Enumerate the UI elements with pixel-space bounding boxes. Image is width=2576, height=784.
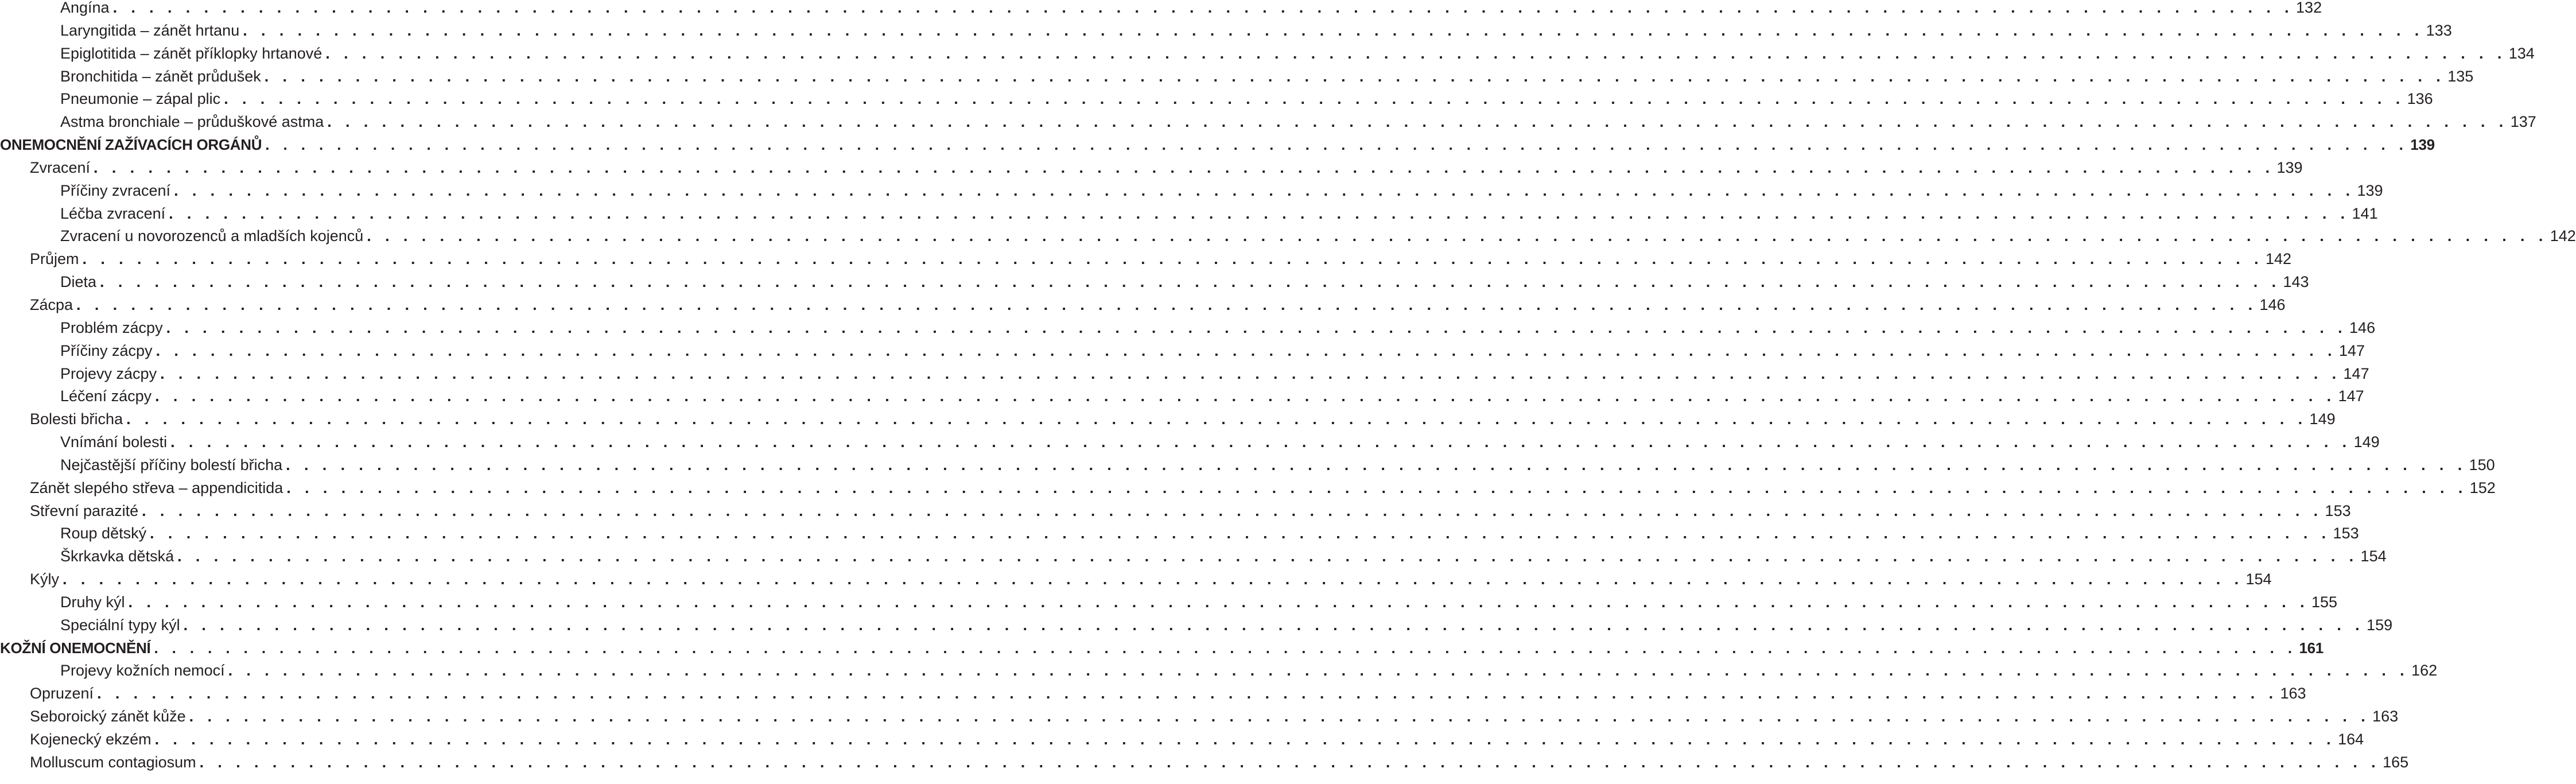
toc-entry-title: Opruzení — [30, 685, 94, 703]
toc-entry-row — [0, 431, 2380, 454]
dot-leader: . . . . . . . . . . . . . . . . . . . . . . . . . . . . . . . . . . . . . . . . . . . . . . . . . . . . . . . . . . . . . . . . . . . . . . . . . . . . . . . . . . . . . . . . . . . . . . . . . . . . . . . . . . . . . . . . . . . . . . . . — [63, 570, 2244, 588]
toc-page-number: 163 — [2372, 708, 2399, 725]
toc-entry-title: Příčiny zácpy — [60, 341, 153, 359]
toc-entry-title: Pneumonie – zápal plic — [60, 90, 221, 108]
toc-entry-row — [0, 248, 2292, 271]
toc-entry-row — [0, 614, 2393, 637]
toc-page-number: 136 — [2407, 90, 2433, 108]
toc-page-number: 153 — [2333, 525, 2359, 542]
toc-chapter-row — [0, 134, 2435, 157]
toc-page-number: 141 — [2352, 204, 2378, 222]
dot-leader: . . . . . . . . . . . . . . . . . . . . . . . . . . . . . . . . . . . . . . . . . . . . . . . . . . . . . . . . . . . . . . . . . . . . . . . . . . . . . . . . . . . . . . . . . . . . . . . . . . . . . . . . . . . . . . . . . . . . . . . . — [224, 90, 2405, 108]
toc-entry-title: Seboroický zánět kůže — [30, 708, 186, 725]
toc-page-number: 159 — [2367, 616, 2393, 634]
toc-entry-title: Zvracení u novorozenců a mladších kojenců — [60, 227, 364, 245]
toc-entry-row — [0, 0, 2322, 20]
toc-entry-row — [0, 500, 2351, 523]
dot-leader: . . . . . . . . . . . . . . . . . . . . . . . . . . . . . . . . . . . . . . . . . . . . . . . . . . . . . . . . . . . . . . . . . . . . . . . . . . . . . . . . . . . . . . . . . . . . . . . . . . . . . . . . . . . . . . . . . . . . . . . . — [199, 753, 2381, 771]
toc-entry-row — [0, 20, 2452, 42]
toc-page-number: 147 — [2338, 387, 2364, 405]
toc-entry-title: Kojenecký ekzém — [30, 731, 151, 748]
toc-entry-title: Speciální typy kýl — [60, 616, 180, 634]
dot-leader: . . . . . . . . . . . . . . . . . . . . . . . . . . . . . . . . . . . . . . . . . . . . . . . . . . . . . . . . . . . . . . . . . . . . . . . . . . . . . . . . . . . . . . . . . . . . . . . . . . . . . . . . . . . . . . . . . . . . . . . . — [325, 44, 2507, 62]
toc-entry-row — [0, 682, 2306, 705]
dot-leader: . . . . . . . . . . . . . . . . . . . . . . . . . . . . . . . . . . . . . . . . . . . . . . . . . . . . . . . . . . . . . . . . . . . . . . . . . . . . . . . . . . . . . . . . . . . . . . . . . . . . . . . . . . . . . . . . . . . . . . . . — [142, 502, 2323, 519]
toc-page-number: 132 — [2296, 0, 2322, 16]
toc-entry-title: Nejčastější příčiny bolestí břicha — [60, 456, 283, 473]
toc-entry-title: Průjem — [30, 250, 79, 268]
toc-entry-title: Laryngitida – zánět hrtanu — [60, 21, 240, 39]
toc-entry-title: Vnímání bolesti — [60, 433, 168, 451]
toc-entry-row — [0, 728, 2364, 751]
toc-entry-row — [0, 225, 2576, 248]
dot-leader: . . . . . . . . . . . . . . . . . . . . . . . . . . . . . . . . . . . . . . . . . . . . . . . . . . . . . . . . . . . . . . . . . . . . . . . . . . . . . . . . . . . . . . . . . . . . . . . . . . . . . . . . . . . . . . . . . . . . . . . . — [150, 525, 2331, 542]
toc-entry-title: Projevy zácpy — [60, 364, 157, 382]
toc-page-number: 150 — [2469, 456, 2495, 473]
toc-entry-row — [0, 568, 2272, 591]
dot-leader: . . . . . . . . . . . . . . . . . . . . . . . . . . . . . . . . . . . . . . . . . . . . . . . . . . . . . . . . . . . . . . . . . . . . . . . . . . . . . . . . . . . . . . . . . . . . . . . . . . . . . . . . . . . . . . . . . . . . . . . . — [160, 364, 2341, 382]
toc-page-number: 137 — [2510, 113, 2536, 131]
toc-entry-row — [0, 157, 2303, 180]
dot-leader: . . . . . . . . . . . . . . . . . . . . . . . . . . . . . . . . . . . . . . . . . . . . . . . . . . . . . . . . . . . . . . . . . . . . . . . . . . . . . . . . . . . . . . . . . . . . . . . . . . . . . . . . . . . . . . . . . . . . . . . . — [154, 639, 2297, 657]
toc-entry-title: ONEMOCNĚNÍ ZAŽÍVACÍCH ORGÁNŮ — [0, 136, 262, 154]
toc-page-number: 163 — [2280, 685, 2306, 703]
toc-page-number: 147 — [2339, 341, 2365, 359]
toc-entry-title: Projevy kožních nemocí — [60, 662, 225, 680]
toc-entry-row — [0, 65, 2474, 88]
toc-entry-title: Střevní parazité — [30, 502, 139, 519]
toc-page-number: 155 — [2311, 593, 2338, 611]
dot-leader: . . . . . . . . . . . . . . . . . . . . . . . . . . . . . . . . . . . . . . . . . . . . . . . . . . . . . . . . . . . . . . . . . . . . . . . . . . . . . . . . . . . . . . . . . . . . . . . . . . . . . . . . . . . . . . . . . . . . . . . . — [189, 708, 2371, 725]
toc-page-number: 143 — [2283, 273, 2309, 291]
toc-page-number: 164 — [2338, 731, 2364, 748]
dot-leader: . . . . . . . . . . . . . . . . . . . . . . . . . . . . . . . . . . . . . . . . . . . . . . . . . . . . . . . . . . . . . . . . . . . . . . . . . . . . . . . . . . . . . . . . . . . . . . . . . . . . . . . . . . . . . . . . . . . . . . . . — [169, 204, 2350, 222]
toc-page-number: 149 — [2309, 410, 2336, 428]
toc-page-number: 134 — [2508, 44, 2535, 62]
toc-page-number: 152 — [2469, 479, 2496, 496]
toc-entry-title: Zvracení — [30, 158, 91, 176]
toc-page-number: 165 — [2383, 753, 2409, 771]
toc-entry-title: Problém zácpy — [60, 319, 163, 336]
toc-entry-title: KOŽNÍ ONEMOCNĚNÍ — [0, 639, 151, 657]
dot-leader: . . . . . . . . . . . . . . . . . . . . . . . . . . . . . . . . . . . . . . . . . . . . . . . . . . . . . . . . . . . . . . . . . . . . . . . . . . . . . . . . . . . . . . . . . . . . . . . . . . . . . . . . . . . . . . . . . . . . . . . . — [286, 456, 2467, 473]
toc-entry-row — [0, 522, 2359, 545]
dot-leader: . . . . . . . . . . . . . . . . . . . . . . . . . . . . . . . . . . . . . . . . . . . . . . . . . . . . . . . . . . . . . . . . . . . . . . . . . . . . . . . . . . . . . . . . . . . . . . . . . . . . . . . . . . . . . . . . . . . . . . . . — [94, 158, 2275, 176]
toc-entry-row — [0, 751, 2409, 774]
toc-page-number: 147 — [2343, 364, 2369, 382]
toc-page-number: 149 — [2353, 433, 2380, 451]
dot-leader: . . . . . . . . . . . . . . . . . . . . . . . . . . . . . . . . . . . . . . . . . . . . . . . . . . . . . . . . . . . . . . . . . . . . . . . . . . . . . . . . . . . . . . . . . . . . . . . . . . . . . . . . . . . . . . . . . . . . . . . . — [166, 319, 2348, 336]
toc-entry-row — [0, 454, 2495, 477]
dot-leader: . . . . . . . . . . . . . . . . . . . . . . . . . . . . . . . . . . . . . . . . . . . . . . . . . . . . . . . . . . . . . . . . . . . . . . . . . . . . . . . . . . . . . . . . . . . . . . . . . . . . . . . . . . . . . . . . . . . . . . . . — [264, 67, 2446, 85]
toc-entry-title: Zánět slepého střeva – appendicitida — [30, 479, 283, 496]
dot-leader: . . . . . . . . . . . . . . . . . . . . . . . . . . . . . . . . . . . . . . . . . . . . . . . . . . . . . . . . . . . . . . . . . . . . . . . . . . . . . . . . . . . . . . . . . . . . . . . . . . . . . . . . . . . . . . . . . . . . . . . . — [82, 250, 2263, 268]
toc-entry-title: Roup dětský — [60, 525, 147, 542]
toc-entry-title: Bolesti břicha — [30, 410, 123, 428]
dot-leader: . . . . . . . . . . . . . . . . . . . . . . . . . . . . . . . . . . . . . . . . . . . . . . . . . . . . . . . . . . . . . . . . . . . . . . . . . . . . . . . . . . . . . . . . . . . . . . . . . . . . . . . . . . . . . . . . . . . . . . . . — [177, 548, 2359, 565]
toc-page-number: 146 — [2349, 319, 2376, 336]
toc-entry-row — [0, 659, 2438, 682]
dot-leader: . . . . . . . . . . . . . . . . . . . . . . . . . . . . . . . . . . . . . . . . . . . . . . . . . . . . . . . . . . . . . . . . . . . . . . . . . . . . . . . . . . . . . . . . . . . . . . . . . . . . . . . . . . . . . . . . . . . . . . . . — [155, 387, 2336, 405]
toc-entry-title: Angína — [60, 0, 110, 16]
toc-entry-row — [0, 705, 2399, 728]
toc-entry-title: Dieta — [60, 273, 97, 291]
toc-page-number: 154 — [2245, 570, 2272, 588]
dot-leader: . . . . . . . . . . . . . . . . . . . . . . . . . . . . . . . . . . . . . . . . . . . . . . . . . . . . . . . . . . . . . . . . . . . . . . . . . . . . . . . . . . . . . . . . . . . . . . . . . . . . . . . . . . . . . . . . . . . . . . . . — [97, 685, 2278, 703]
toc-entry-title: Druhy kýl — [60, 593, 125, 611]
toc-entry-title: Příčiny zvracení — [60, 181, 171, 199]
toc-page-number: 139 — [2410, 136, 2435, 154]
toc-chapter-row — [0, 637, 2324, 660]
toc-entry-row — [0, 271, 2309, 294]
toc-page-number: 133 — [2426, 21, 2452, 39]
dot-leader: . . . . . . . . . . . . . . . . . . . . . . . . . . . . . . . . . . . . . . . . . . . . . . . . . . . . . . . . . . . . . . . . . . . . . . . . . . . . . . . . . . . . . . . . . . . . . . . . . . . . . . . . . . . . . . . . . . . . . . . . — [174, 181, 2355, 199]
toc-entry-title: Zácpa — [30, 296, 73, 313]
toc-page-number: 153 — [2325, 502, 2351, 519]
toc-page-number: 139 — [2276, 158, 2303, 176]
toc-page-number: 135 — [2447, 67, 2474, 85]
toc-page-number: 146 — [2259, 296, 2286, 313]
toc-entry-row — [0, 203, 2378, 226]
dot-leader: . . . . . . . . . . . . . . . . . . . . . . . . . . . . . . . . . . . . . . . . . . . . . . . . . . . . . . . . . . . . . . . . . . . . . . . . . . . . . . . . . . . . . . . . . . . . . . . . . . . . . . . . . . . . . . . . . . . . . . . . — [286, 479, 2468, 496]
toc-entry-row — [0, 363, 2369, 386]
dot-leader: . . . . . . . . . . . . . . . . . . . . . . . . . . . . . . . . . . . . . . . . . . . . . . . . . . . . . . . . . . . . . . . . . . . . . . . . . . . . . . . . . . . . . . . . . . . . . . . . . . . . . . . . . . . . . . . . . . . . . . . . — [128, 593, 2309, 611]
toc-entry-row — [0, 545, 2387, 568]
toc-entry-title: Kýly — [30, 570, 60, 588]
toc-page-number: 142 — [2265, 250, 2292, 268]
toc-entry-title: Bronchitida – zánět průdušek — [60, 67, 261, 85]
dot-leader: . . . . . . . . . . . . . . . . . . . . . . . . . . . . . . . . . . . . . . . . . . . . . . . . . . . . . . . . . . . . . . . . . . . . . . . . . . . . . . . . . . . . . . . . . . . . . . . . . . . . . . . . . . . . . . . . . . . . . . . . — [76, 296, 2258, 313]
dot-leader: . . . . . . . . . . . . . . . . . . . . . . . . . . . . . . . . . . . . . . . . . . . . . . . . . . . . . . . . . . . . . . . . . . . . . . . . . . . . . . . . . . . . . . . . . . . . . . . . . . . . . . . . . . . . . . . . . . . . . . . . — [243, 21, 2424, 39]
dot-leader: . . . . . . . . . . . . . . . . . . . . . . . . . . . . . . . . . . . . . . . . . . . . . . . . . . . . . . . . . . . . . . . . . . . . . . . . . . . . . . . . . . . . . . . . . . . . . . . . . . . . . . . . . . . . . . . . . . . . . . . . — [170, 433, 2352, 451]
dot-leader: . . . . . . . . . . . . . . . . . . . . . . . . . . . . . . . . . . . . . . . . . . . . . . . . . . . . . . . . . . . . . . . . . . . . . . . . . . . . . . . . . . . . . . . . . . . . . . . . . . . . . . . . . . . . . . . . . . . . . . . . — [183, 616, 2365, 634]
toc-entry-title: Molluscum contagiosum — [30, 753, 196, 771]
dot-leader: . . . . . . . . . . . . . . . . . . . . . . . . . . . . . . . . . . . . . . . . . . . . . . . . . . . . . . . . . . . . . . . . . . . . . . . . . . . . . . . . . . . . . . . . . . . . . . . . . . . . . . . . . . . . . . . . . . . . . . . . — [156, 341, 2337, 359]
dot-leader: . . . . . . . . . . . . . . . . . . . . . . . . . . . . . . . . . . . . . . . . . . . . . . . . . . . . . . . . . . . . . . . . . . . . . . . . . . . . . . . . . . . . . . . . . . . . . . . . . . . . . . . . . . . . . . . . . . . . . . . . — [367, 227, 2548, 245]
toc-entry-title: Léčba zvracení — [60, 204, 166, 222]
dot-leader: . . . . . . . . . . . . . . . . . . . . . . . . . . . . . . . . . . . . . . . . . . . . . . . . . . . . . . . . . . . . . . . . . . . . . . . . . . . . . . . . . . . . . . . . . . . . . . . . . . . . . . . . . . . . . . . . . . . . . . . . — [265, 136, 2408, 154]
toc-entry-row — [0, 591, 2338, 614]
dot-leader: . . . . . . . . . . . . . . . . . . . . . . . . . . . . . . . . . . . . . . . . . . . . . . . . . . . . . . . . . . . . . . . . . . . . . . . . . . . . . . . . . . . . . . . . . . . . . . . . . . . . . . . . . . . . . . . . . . . . . . . . — [100, 273, 2281, 291]
toc-entry-row — [0, 294, 2286, 317]
toc-entry-row — [0, 317, 2376, 340]
toc-entry-row — [0, 111, 2536, 134]
toc-entry-row — [0, 477, 2496, 500]
toc-entry-title: Astma bronchiale – průduškové astma — [60, 113, 324, 131]
toc-entry-title: Léčení zácpy — [60, 387, 152, 405]
toc-entry-row — [0, 88, 2433, 111]
toc-page-number: 142 — [2550, 227, 2576, 245]
toc-entry-title: Epiglotitida – zánět příklopky hrtanové — [60, 44, 323, 62]
toc-page-number: 161 — [2299, 639, 2324, 657]
toc-entry-title: Škrkavka dětská — [60, 548, 174, 565]
dot-leader: . . . . . . . . . . . . . . . . . . . . . . . . . . . . . . . . . . . . . . . . . . . . . . . . . . . . . . . . . . . . . . . . . . . . . . . . . . . . . . . . . . . . . . . . . . . . . . . . . . . . . . . . . . . . . . . . . . . . . . . . — [126, 410, 2307, 428]
dot-leader: . . . . . . . . . . . . . . . . . . . . . . . . . . . . . . . . . . . . . . . . . . . . . . . . . . . . . . . . . . . . . . . . . . . . . . . . . . . . . . . . . . . . . . . . . . . . . . . . . . . . . . . . . . . . . . . . . . . . . . . . — [327, 113, 2508, 131]
toc-page-number: 139 — [2357, 181, 2383, 199]
toc-page-number: 162 — [2411, 662, 2438, 680]
toc-entry-row — [0, 42, 2535, 65]
dot-leader: . . . . . . . . . . . . . . . . . . . . . . . . . . . . . . . . . . . . . . . . . . . . . . . . . . . . . . . . . . . . . . . . . . . . . . . . . . . . . . . . . . . . . . . . . . . . . . . . . . . . . . . . . . . . . . . . . . . . . . . . — [228, 662, 2410, 680]
dot-leader: . . . . . . . . . . . . . . . . . . . . . . . . . . . . . . . . . . . . . . . . . . . . . . . . . . . . . . . . . . . . . . . . . . . . . . . . . . . . . . . . . . . . . . . . . . . . . . . . . . . . . . . . . . . . . . . . . . . . . . . . — [154, 731, 2336, 748]
toc-entry-row — [0, 340, 2365, 363]
toc-page-number: 154 — [2360, 548, 2387, 565]
toc-entry-row — [0, 180, 2383, 203]
toc-entry-row — [0, 385, 2364, 408]
toc-entry-row — [0, 408, 2336, 431]
dot-leader: . . . . . . . . . . . . . . . . . . . . . . . . . . . . . . . . . . . . . . . . . . . . . . . . . . . . . . . . . . . . . . . . . . . . . . . . . . . . . . . . . . . . . . . . . . . . . . . . . . . . . . . . . . . . . . . . . . . . . . . . — [112, 0, 2294, 16]
